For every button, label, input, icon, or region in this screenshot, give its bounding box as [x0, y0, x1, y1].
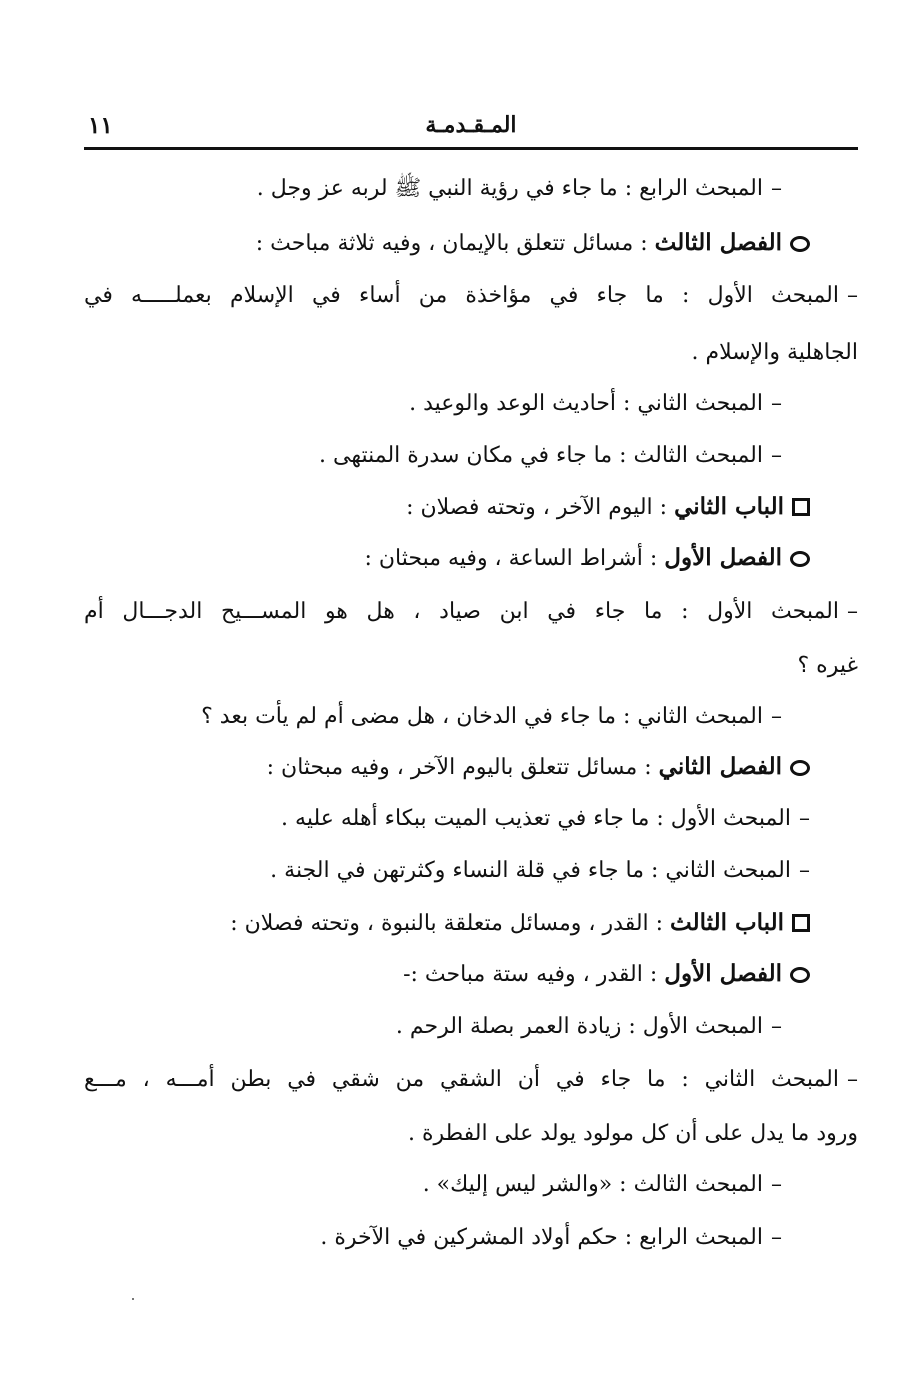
- header-rule: [84, 147, 858, 150]
- entry-text: الجاهلية والإسلام .: [691, 340, 858, 365]
- scan-speck: [132, 1298, 134, 1300]
- toc-entry-chapter: [267, 752, 810, 786]
- circle-bullet-icon: [790, 760, 810, 776]
- page-header: [84, 112, 858, 144]
- dash-marker: –: [799, 806, 810, 831]
- toc-entry-part: [230, 908, 810, 942]
- entry-text: المبحث الثالث : «والشر ليس إليك» .: [422, 1172, 763, 1197]
- toc-entry-subsection: [84, 281, 858, 315]
- toc-entry-subsection: [84, 1065, 858, 1099]
- toc-entry-subsection: [423, 1170, 782, 1204]
- toc-entry-subsection: [319, 441, 782, 475]
- entry-text: المبحث الرابع : حكم أولاد المشركين في الآخرة .: [320, 1225, 763, 1250]
- square-bullet-icon: [792, 914, 810, 932]
- toc-entry-chapter: [364, 543, 810, 577]
- entry-text: المبحث الأول : ما جاء في ابن صياد ، هل هو المســـيح الدجـــال أم: [84, 599, 839, 624]
- toc-entry-part: [406, 492, 810, 526]
- page-number: ١١: [88, 112, 113, 139]
- entry-text: : القدر ، ومسائل متعلقة بالنبوة ، وتحته فصلان :: [230, 911, 664, 936]
- dash-marker: –: [799, 858, 810, 883]
- entry-text: : القدر ، وفيه ستة مباحث :-: [403, 962, 658, 987]
- running-header-title: المـقـدمـة: [425, 112, 517, 138]
- entry-text: ورود ما يدل على أن كل مولود يولد على الفطرة .: [407, 1121, 858, 1146]
- entry-text: المبحث الثاني : أحاديث الوعد والوعيد .: [409, 391, 763, 416]
- circle-bullet-icon: [790, 967, 810, 983]
- dash-marker: –: [847, 283, 858, 308]
- entry-text: : أشراط الساعة ، وفيه مبحثان :: [364, 546, 658, 571]
- chapter-title: الفصل الأول: [664, 544, 782, 571]
- dash-marker: –: [771, 704, 782, 729]
- toc-entry-subsection: [257, 174, 782, 208]
- chapter-title: الفصل الأول: [664, 960, 782, 987]
- toc-entry-subsection: [201, 702, 782, 736]
- toc-entry-subsection: [409, 389, 782, 423]
- dash-marker: –: [771, 176, 782, 201]
- entry-text: : مسائل تتعلق بالإيمان ، وفيه ثلاثة مباحث :: [255, 231, 648, 256]
- dash-marker: –: [771, 443, 782, 468]
- entry-text: المبحث الثالث : ما جاء في مكان سدرة المنتهى .: [319, 443, 763, 468]
- toc-entry-chapter: [256, 228, 810, 262]
- entry-text: المبحث الثاني : ما جاء في أن الشقي من شقي في بطن أمـــه ، مـــع: [84, 1067, 839, 1092]
- entry-text: المبحث الأول : ما جاء في مؤاخذة من أساء في الإسلام بعملـــــه في: [84, 283, 839, 308]
- chapter-title: الفصل الثالث: [654, 229, 782, 256]
- toc-entry-subsection: [84, 597, 858, 631]
- entry-text: المبحث الأول : ما جاء في تعذيب الميت ببكاء أهله عليه .: [281, 806, 791, 831]
- entry-text: : اليوم الآخر ، وتحته فصلان :: [406, 495, 668, 520]
- entry-text: غيره ؟: [797, 653, 858, 678]
- toc-entry-continuation: [692, 338, 858, 372]
- dash-marker: –: [847, 1067, 858, 1092]
- chapter-title: الفصل الثاني: [658, 753, 782, 780]
- entry-text: المبحث الأول : زيادة العمر بصلة الرحم .: [395, 1014, 763, 1039]
- toc-entry-continuation: [798, 651, 858, 685]
- square-bullet-icon: [792, 498, 810, 516]
- toc-entry-subsection: [396, 1012, 782, 1046]
- toc-entry-subsection: [281, 804, 810, 838]
- dash-marker: –: [771, 1172, 782, 1197]
- toc-entry-subsection: [270, 856, 810, 890]
- entry-text: المبحث الثاني : ما جاء في الدخان ، هل مضى أم لم يأت بعد ؟: [201, 704, 763, 729]
- entry-text: المبحث الثاني : ما جاء في قلة النساء وكثرتهن في الجنة .: [270, 858, 791, 883]
- part-title: الباب الثاني: [674, 493, 784, 520]
- dash-marker: –: [771, 1014, 782, 1039]
- circle-bullet-icon: [790, 236, 810, 252]
- part-title: الباب الثالث: [670, 909, 784, 936]
- toc-entry-chapter: [403, 959, 810, 993]
- dash-marker: –: [771, 1225, 782, 1250]
- dash-marker: –: [771, 391, 782, 416]
- dash-marker: –: [847, 599, 858, 624]
- entry-text: المبحث الرابع : ما جاء في رؤية النبي ﷺ لربه عز وجل .: [256, 176, 763, 201]
- entry-text: : مسائل تتعلق باليوم الآخر ، وفيه مبحثان :: [266, 755, 652, 780]
- toc-entry-continuation: [408, 1119, 858, 1153]
- circle-bullet-icon: [790, 551, 810, 567]
- toc-entry-subsection: [320, 1223, 782, 1257]
